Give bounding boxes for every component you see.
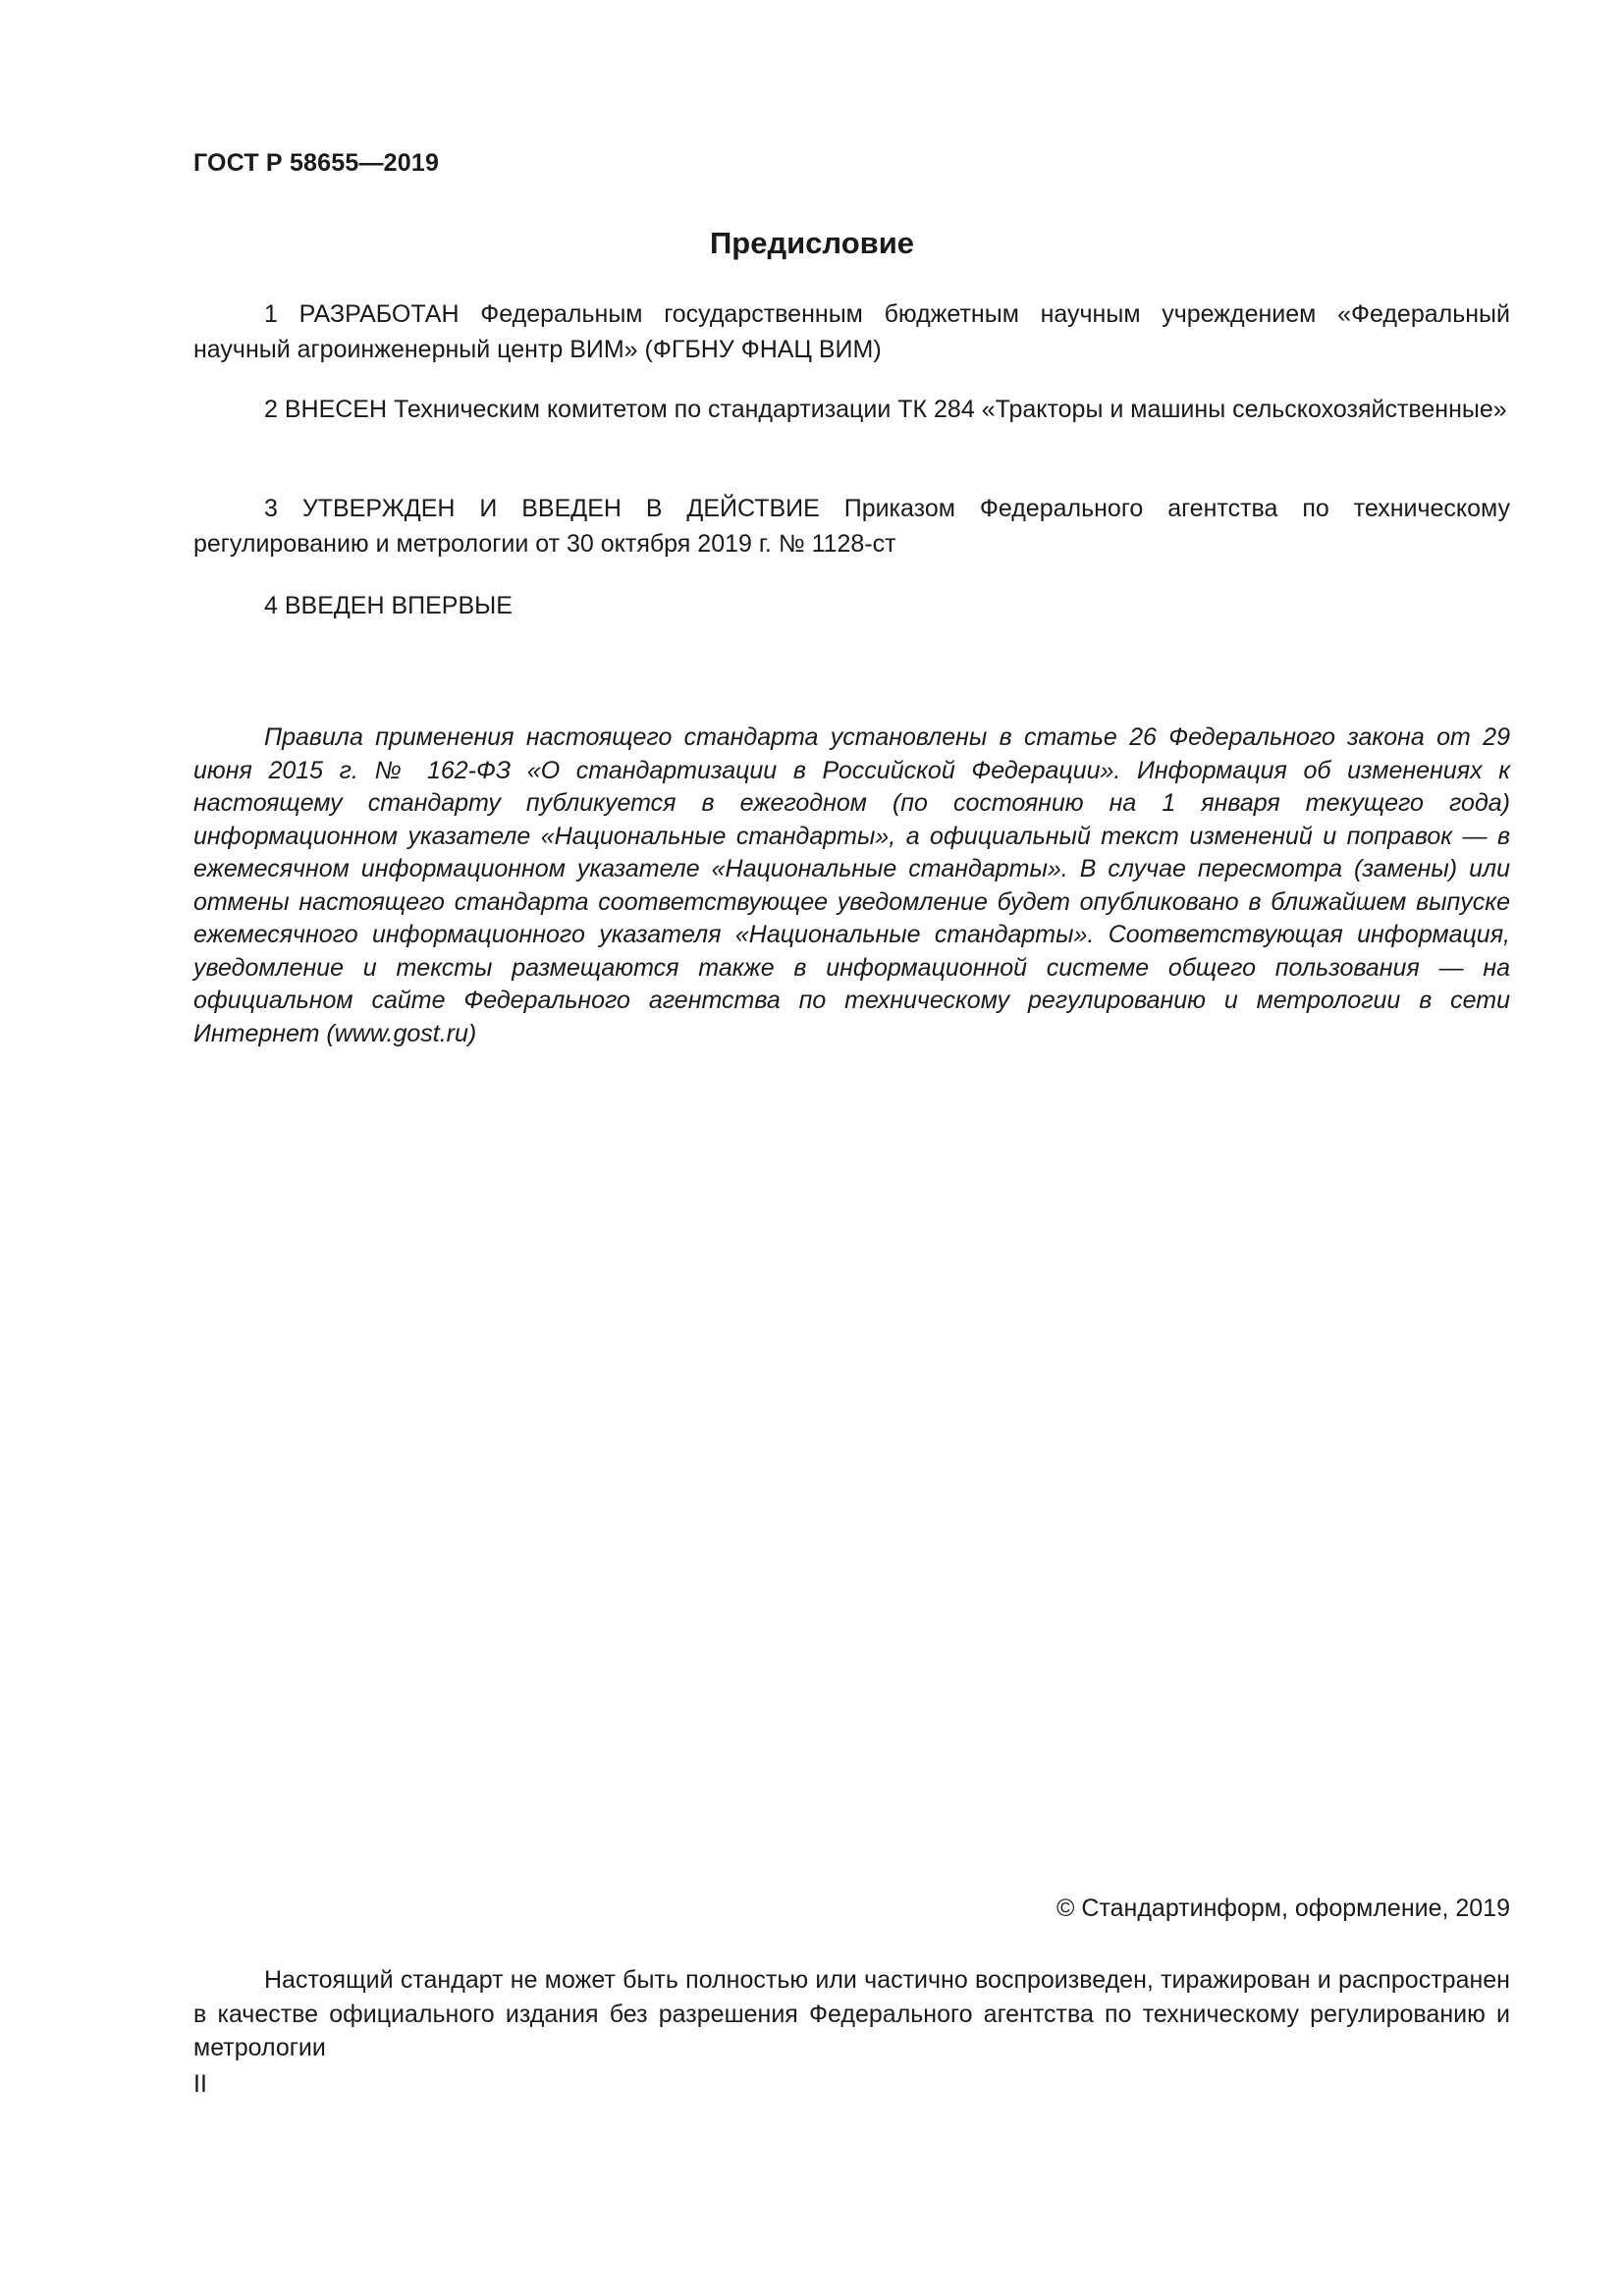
document-code: ГОСТ Р 58655—2019	[193, 149, 440, 177]
foreword-item-2: 2 ВНЕСЕН Техническим комитетом по стандартизации ТК 284 «Тракторы и машины сельскохозяйственные»	[264, 396, 1507, 423]
foreword-item-4: 4 ВВЕДЕН ВПЕРВЫЕ	[264, 592, 513, 619]
reproduction-notice: Настоящий стандарт не может быть полностью или частично воспроизведен, тиражирован и распространен в качестве официального издания без разрешения Федерального агентства по техническому регулированию и метрологии	[193, 1966, 1510, 2061]
foreword-title: Предисловие	[709, 226, 914, 260]
foreword-item-1: 1 РАЗРАБОТАН Федеральным государственным бюджетным научным учреждением «Федеральный научный агроинженерный центр ВИМ» (ФГБНУ ФНАЦ ВИМ)	[193, 300, 1510, 363]
copyright-line: © Стандартинформ, оформление, 2019	[1056, 1895, 1510, 1922]
standard-application-notice: Правила применения настоящего стандарта установлены в статье 26 Федерального закона от 29 июня 2015 г. № 162-ФЗ «О стандартизации в Российской Федерации». Информация об изменениях к настоящему стандарту публикуется в ежегодном (по состоянию на 1 января текущего года) информационном указателе «Национальные стандарты», а официальный текст изменений и поправок — в ежемесячном информационном указателе «Национальные стандарты». В случае пересмотра (замены) или отмены настоящего стандарта соответствующее уведомление будет опубликовано в ближайшем выпуске ежемесячного информационного указателя «Национальные стандарты». Соответствующая информация, уведомление и тексты размещаются также в информационной системе общего пользования — на официальном сайте Федерального агентства по техническому регулированию и метрологии в сети Интернет (www.gost.ru)	[193, 723, 1510, 1047]
foreword-item-3: 3 УТВЕРЖДЕН И ВВЕДЕН В ДЕЙСТВИЕ Приказом Федерального агентства по техническому регулированию и метрологии от 30 октября 2019 г. № 1128-ст	[193, 495, 1510, 558]
page-number: II	[193, 2070, 207, 2098]
